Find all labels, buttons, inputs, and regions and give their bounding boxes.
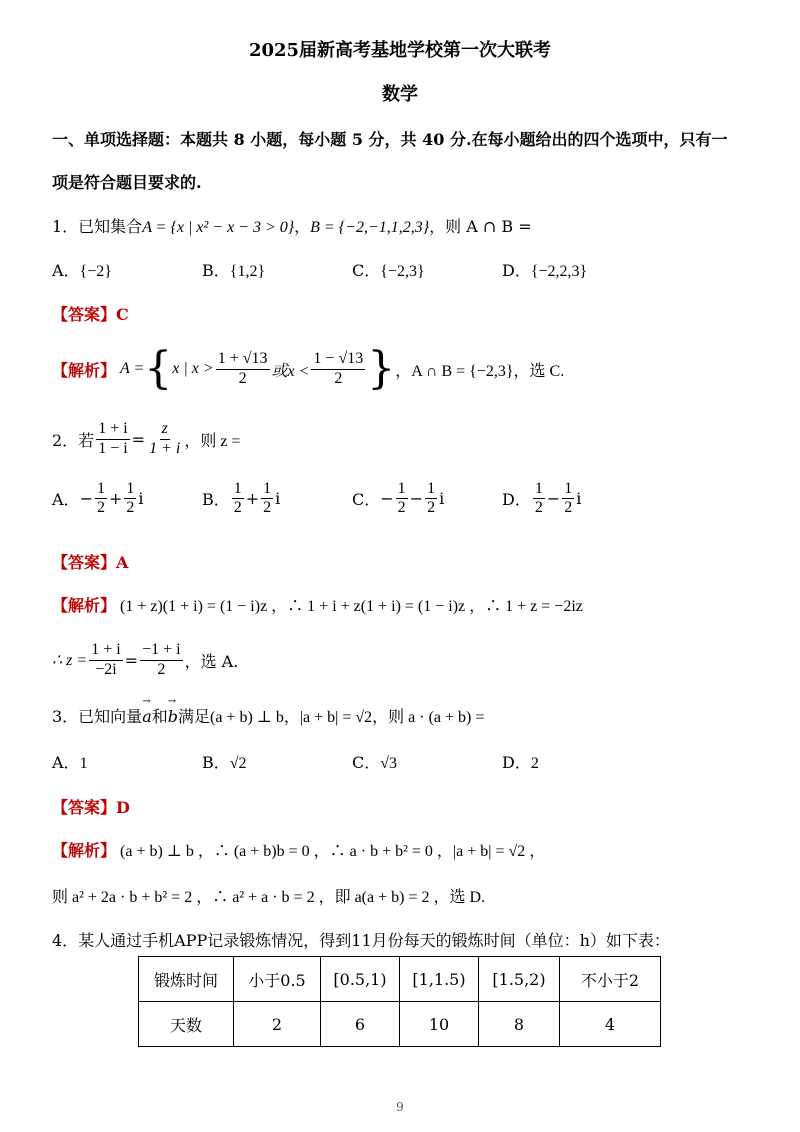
frac-den: 1 + i (149, 439, 181, 457)
table-header-row (139, 957, 661, 1002)
frac-num: 1 (95, 480, 107, 499)
frac-den: 2 (534, 499, 543, 517)
q3-condition: 满足(a + b) ⊥ b，|a + b| = √2，则 a · (a + b) = (178, 709, 485, 726)
q1-option-a[interactable] (52, 258, 112, 281)
q3-option-a[interactable] (52, 750, 88, 773)
frac-num: 1 (562, 480, 574, 499)
table-cell: 锻炼时间 (139, 957, 234, 1002)
q1-sep: ， (294, 217, 311, 236)
answer-value: C (116, 305, 129, 324)
analysis-tag: 【解析】 (52, 841, 117, 860)
option-label: A． (52, 753, 80, 772)
option-op: − (546, 489, 561, 509)
q2-analysis-prefix: ∴ z = (52, 652, 88, 669)
option-label: B． (202, 261, 230, 280)
q3-answer (52, 795, 130, 818)
frac-num: 1 (261, 480, 273, 499)
q2-analysis-eq: = (124, 650, 139, 670)
table-cell: 小于0.5 (234, 957, 321, 1002)
analysis-tag: 【解析】 (52, 360, 117, 380)
frac-den: 2 (126, 499, 135, 517)
q1-option-d[interactable] (502, 258, 587, 281)
answer-tag: 【答案】 (52, 305, 117, 324)
table-cell: [1.5,2) (479, 957, 560, 1002)
q1-analysis-or: 或x < (271, 362, 310, 380)
q2-option-c[interactable] (352, 480, 444, 518)
q1-frac-1 (216, 350, 270, 388)
q1-analysis-cond: x | x > (172, 360, 214, 377)
q1-answer (52, 302, 129, 325)
q2-answer (52, 550, 128, 573)
section-heading-line1: 一、单项选择题：本题共 8 小题，每小题 5 分，共 40 分.在每小题给出的四个选项中，只有一 (52, 130, 728, 149)
q1-option-c[interactable] (352, 258, 425, 281)
left-brace: { (144, 343, 173, 394)
table-cell: 10 (400, 1002, 479, 1047)
option-label: A． (52, 490, 80, 510)
q2-prefix: 2．若 (52, 430, 95, 450)
option-op: + (245, 489, 260, 509)
answer-value: D (116, 798, 130, 817)
q3-option-b[interactable] (202, 750, 247, 773)
frac-den: 2 (427, 499, 436, 517)
q2-equals: = (131, 429, 146, 449)
option-label: D． (502, 753, 531, 772)
option-frac-1 (396, 480, 408, 518)
q2-analysis-frac-2 (140, 641, 183, 679)
table-cell: 2 (234, 1002, 321, 1047)
option-label: C． (352, 753, 381, 772)
q2-analysis-line2 (52, 634, 238, 686)
table-cell: 4 (560, 1002, 661, 1047)
analysis-tag: 【解析】 (52, 596, 117, 615)
q3-vector-a: → a (142, 707, 152, 726)
frac-num: z (160, 420, 170, 439)
frac-den: 1 − i (98, 439, 128, 457)
option-label: B． (202, 753, 230, 772)
q3-analysis-text: (a + b) ⊥ b ，∴ (a + b)b = 0 ，∴ a · b + b² = 0 ，|a + b| = √2 ， (120, 843, 546, 860)
answer-tag: 【答案】 (52, 553, 117, 572)
frac-num: 1 − √13 (311, 350, 365, 369)
option-text: {−2} (79, 263, 112, 280)
exercise-time-table (138, 956, 661, 1047)
page-title: 2025届新高考基地学校第一次大联考 (248, 40, 552, 61)
option-text: 2 (530, 755, 539, 772)
q2-analysis-frac-1 (89, 641, 122, 679)
option-sign: − (380, 489, 394, 509)
table-cell: 不小于2 (560, 957, 661, 1002)
option-unit: i (138, 489, 144, 509)
q2-frac-right (147, 420, 182, 458)
option-frac-1 (232, 480, 244, 518)
frac-num: 1 (533, 480, 545, 499)
option-label: A． (52, 261, 80, 280)
frac-num: 1 + i (89, 641, 122, 660)
option-text: √3 (380, 755, 398, 772)
option-frac-1 (533, 480, 545, 518)
q1-frac-2 (311, 350, 365, 388)
q1-prefix: 1．已知集合 (52, 217, 143, 236)
frac-num: 1 (425, 480, 437, 499)
option-label: B． (202, 490, 230, 510)
q1-analysis-tail: ，A ∩ B = {−2,3}，选 C. (395, 362, 565, 380)
q3-analysis-line2 (52, 884, 485, 907)
q3-and: 和 (151, 707, 168, 726)
question-3-stem (52, 704, 484, 727)
right-brace: } (367, 343, 396, 394)
q3-vector-b: → b (168, 707, 178, 726)
section-heading-line2: 项是符合题目要求的. (52, 173, 202, 192)
question-4-stem: 4．某人通过手机APP记录锻炼情况，得到11月份每天的锻炼时间（单位：h）如下表： (52, 931, 670, 950)
frac-num: 1 + i (96, 420, 129, 439)
page-number: 9 (396, 1100, 404, 1114)
table-row (139, 1002, 661, 1047)
q1-ask: ，则 A ∩ B = (429, 217, 532, 236)
frac-den: 2 (263, 499, 272, 517)
q2-analysis-text: (1 + z)(1 + i) = (1 − i)z ，∴ 1 + i + z(1 + i) = (1 − i)z ，∴ 1 + z = −2iz (120, 598, 583, 615)
q2-option-d[interactable] (502, 480, 581, 518)
frac-den: −2i (95, 660, 117, 678)
option-unit: i (576, 489, 582, 509)
answer-tag: 【答案】 (52, 798, 117, 817)
frac-num: −1 + i (140, 641, 183, 660)
q3-option-d[interactable] (502, 750, 539, 773)
table-cell: [1,1.5) (400, 957, 479, 1002)
frac-num: 1 (232, 480, 244, 499)
table-cell: [0.5,1) (321, 957, 400, 1002)
option-unit: i (275, 489, 281, 509)
answer-value: A (116, 553, 129, 572)
option-frac-2 (124, 480, 136, 518)
table-cell: 6 (321, 1002, 400, 1047)
option-label: D． (502, 261, 531, 280)
option-text: {−2,3} (380, 263, 425, 280)
q2-ask: ，则 z = (184, 432, 241, 450)
frac-num: 1 + √13 (216, 350, 270, 369)
table-cell: 天数 (139, 1002, 234, 1047)
frac-den: 2 (238, 369, 247, 387)
frac-den: 2 (564, 499, 573, 517)
option-op: + (108, 489, 123, 509)
option-label: C． (352, 490, 381, 510)
frac-den: 2 (397, 499, 406, 517)
frac-num: 1 (396, 480, 408, 499)
option-text: {1,2} (229, 263, 266, 280)
option-text: √2 (229, 755, 247, 772)
option-op: − (409, 489, 424, 509)
question-1-stem (52, 214, 532, 237)
q1-set-a: A = {x | x² − x − 3 > 0} (142, 219, 295, 236)
option-label: D． (502, 490, 531, 510)
option-text: 1 (79, 755, 88, 772)
option-label: C． (352, 261, 381, 280)
option-unit: i (439, 489, 445, 509)
option-frac-1 (95, 480, 107, 518)
q1-set-b: B = {−2,−1,1,2,3} (310, 219, 430, 236)
q3-analysis-line1 (52, 838, 545, 861)
q2-option-b[interactable] (202, 480, 280, 518)
question-2-stem (52, 414, 240, 464)
q3-analysis-text-2: 则 a² + 2a · b + b² = 2 ，∴ a² + a · b = 2 ，即 a(a + b) = 2 ，选 D. (52, 889, 486, 906)
q1-analysis-lhs: A = (120, 360, 145, 377)
frac-num: 1 (124, 480, 136, 499)
table-cell: 8 (479, 1002, 560, 1047)
q3-prefix: 3．已知向量 (52, 707, 143, 726)
q1-option-b[interactable] (202, 258, 265, 281)
option-frac-2 (261, 480, 273, 518)
option-frac-2 (425, 480, 437, 518)
option-text: {−2,2,3} (530, 263, 588, 280)
frac-den: 2 (157, 660, 166, 678)
q2-option-a[interactable] (52, 480, 144, 518)
q2-analysis-tail: ，选 A. (184, 651, 239, 671)
frac-den: 2 (233, 499, 242, 517)
frac-den: 2 (96, 499, 105, 517)
frac-den: 2 (334, 369, 343, 387)
q3-option-c[interactable] (352, 750, 397, 773)
option-sign: − (79, 489, 93, 509)
q2-analysis-line1 (52, 593, 583, 616)
q1-analysis (52, 342, 564, 396)
subject-heading: 数学 (382, 84, 418, 105)
q2-frac-left (96, 420, 129, 458)
option-frac-2 (562, 480, 574, 518)
